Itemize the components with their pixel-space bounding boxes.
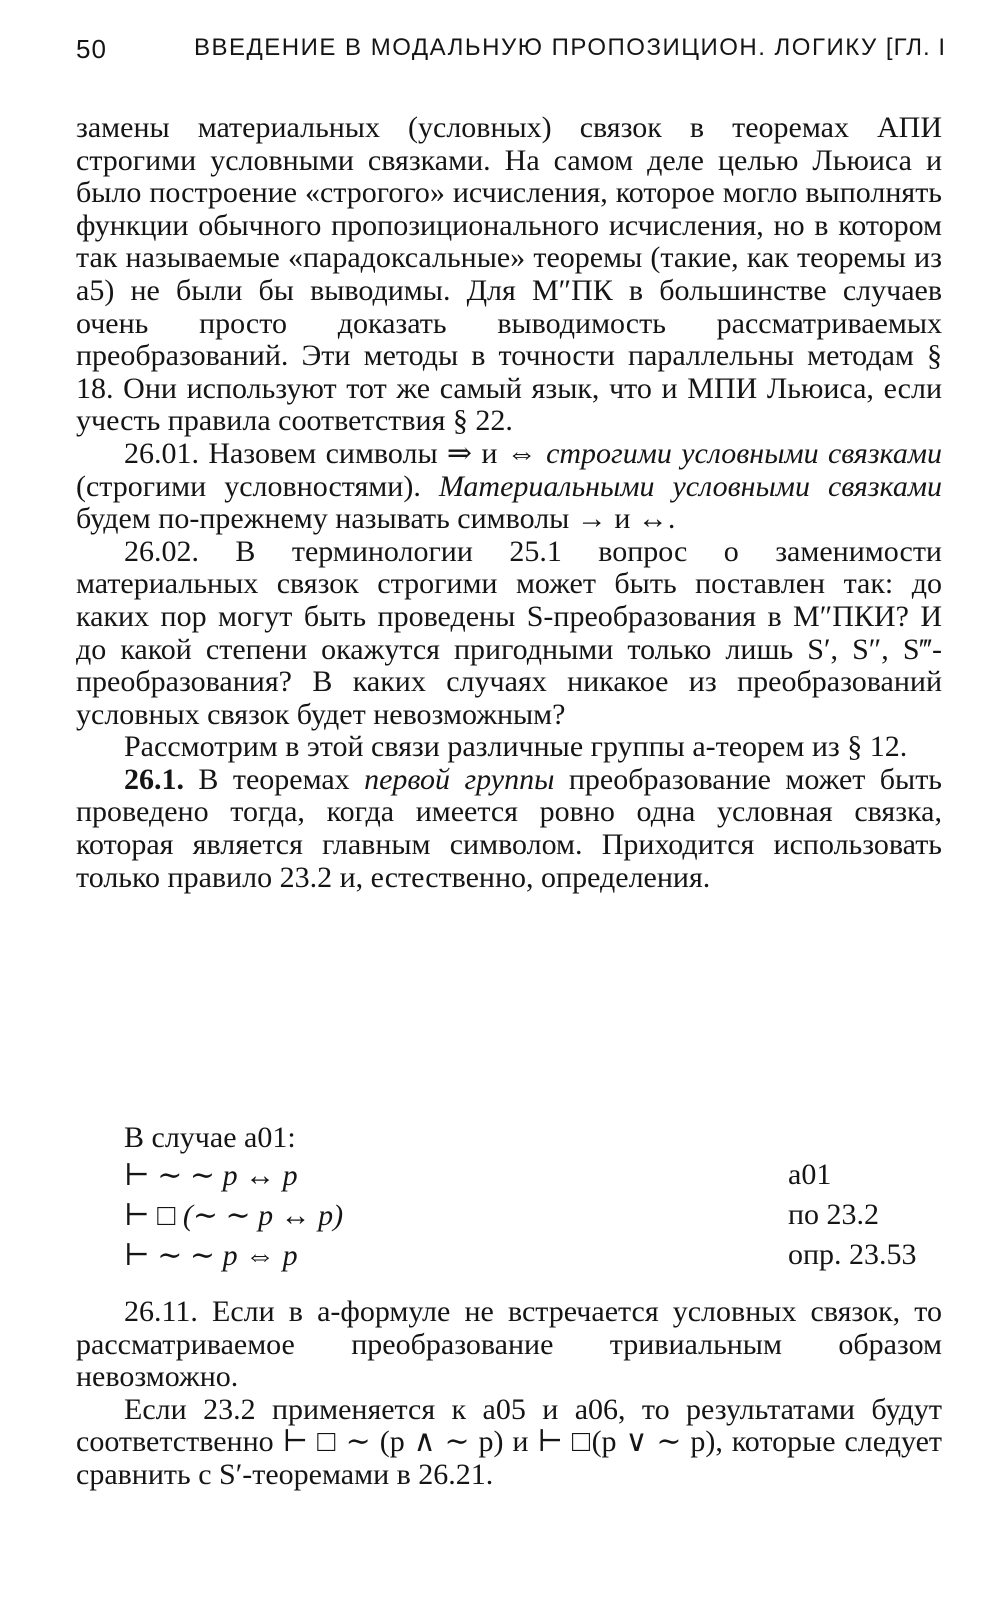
page-header (76, 34, 946, 74)
formula: ⊢ ∼ ∼ p ↔ p (124, 1159, 298, 1192)
main-text (76, 112, 942, 894)
justification: опр. 23.53 (788, 1238, 917, 1271)
justification: по 23.2 (788, 1198, 880, 1231)
main-text-lower (76, 1296, 942, 1492)
formula: ⊢ □ (∼ ∼ p ↔ p) (124, 1199, 344, 1232)
derivation-line (76, 1198, 942, 1238)
term-material-connectives: Материальными условными связками (438, 469, 942, 503)
paragraph-continuation: замены материальных (условных) связок в теоремах АПИ строгими условными связками. На самом деле целью Льюиса и было построение «строгого» исчисления, которое могло выполнять функции обычного пропозиционального исчисления, но в котором так называемые «парадоксальные» теоремы (такие, как теоремы из a5) не были бы выводимы. Для M″ПК в большинстве случаев очень просто доказать выводимость рассматриваемых преобразований. Эти методы в точности параллельны методам § 18. Они используют тот же самый язык, что и МПИ Льюиса, если учесть правила соответствия § 22. (76, 111, 942, 438)
example-heading: В случае a01: (124, 1121, 296, 1154)
formula: ⊢ ∼ ∼ p ⇔ p (124, 1239, 298, 1272)
section-number: 26.1. (124, 762, 184, 796)
paragraph-26-02: 26.02. В терминологии 25.1 вопрос о заменимости материальных связок строгими может быть поставлен так: до каких пор могут быть проведены S-преобразования в M″ПКИ? И до какой степени окажутся пригодными только лишь S′, S″, S‴-преобразования? В каких случаях никакое из преобразований условных связок будет невозможным? (76, 534, 942, 731)
chapter-label: [ГЛ. I (885, 34, 946, 61)
page-number: 50 (76, 34, 107, 64)
paragraph-26-11: 26.11. Если в a-формуле не встречается условных связок, то рассматриваемое преобразование тривиальным образом невозможно. (76, 1295, 942, 1394)
term-strict-connectives: строгими условными связками (546, 436, 942, 470)
paragraph-26-1: 26.1. В теоремах первой группы преобразование может быть проведено тогда, когда имеется ровно одна условная связка, которая является главным символом. Приходится использовать только правило 23.2 и, естественно, определения. (76, 762, 942, 894)
paragraph-23-2-applied: Если 23.2 применяется к a05 и a06, то результатами будут соответственно ⊢ □ ∼ (p ∧ ∼ p) и ⊢ □(p ∨ ∼ p), которые следует сравнить с S′-теоремами в 26.21. (76, 1392, 942, 1491)
derivation-line (76, 1238, 942, 1278)
term-first-group: первой группы (364, 762, 555, 796)
paragraph-consider: Рассмотрим в этой связи различные группы a-теорем из § 12. (124, 730, 908, 764)
paragraph-26-01: 26.01. Назовем символы ⇒ и ⇔ строгими условными связками (строгими условностями). Материальными условными связками будем по-прежнему называть символы → и ↔. (76, 436, 942, 536)
running-title: ВВЕДЕНИЕ В МОДАЛЬНУЮ ПРОПОЗИЦИОН. ЛОГИКУ (194, 34, 878, 61)
justification: a01 (788, 1158, 832, 1191)
derivation-line (76, 1158, 942, 1198)
